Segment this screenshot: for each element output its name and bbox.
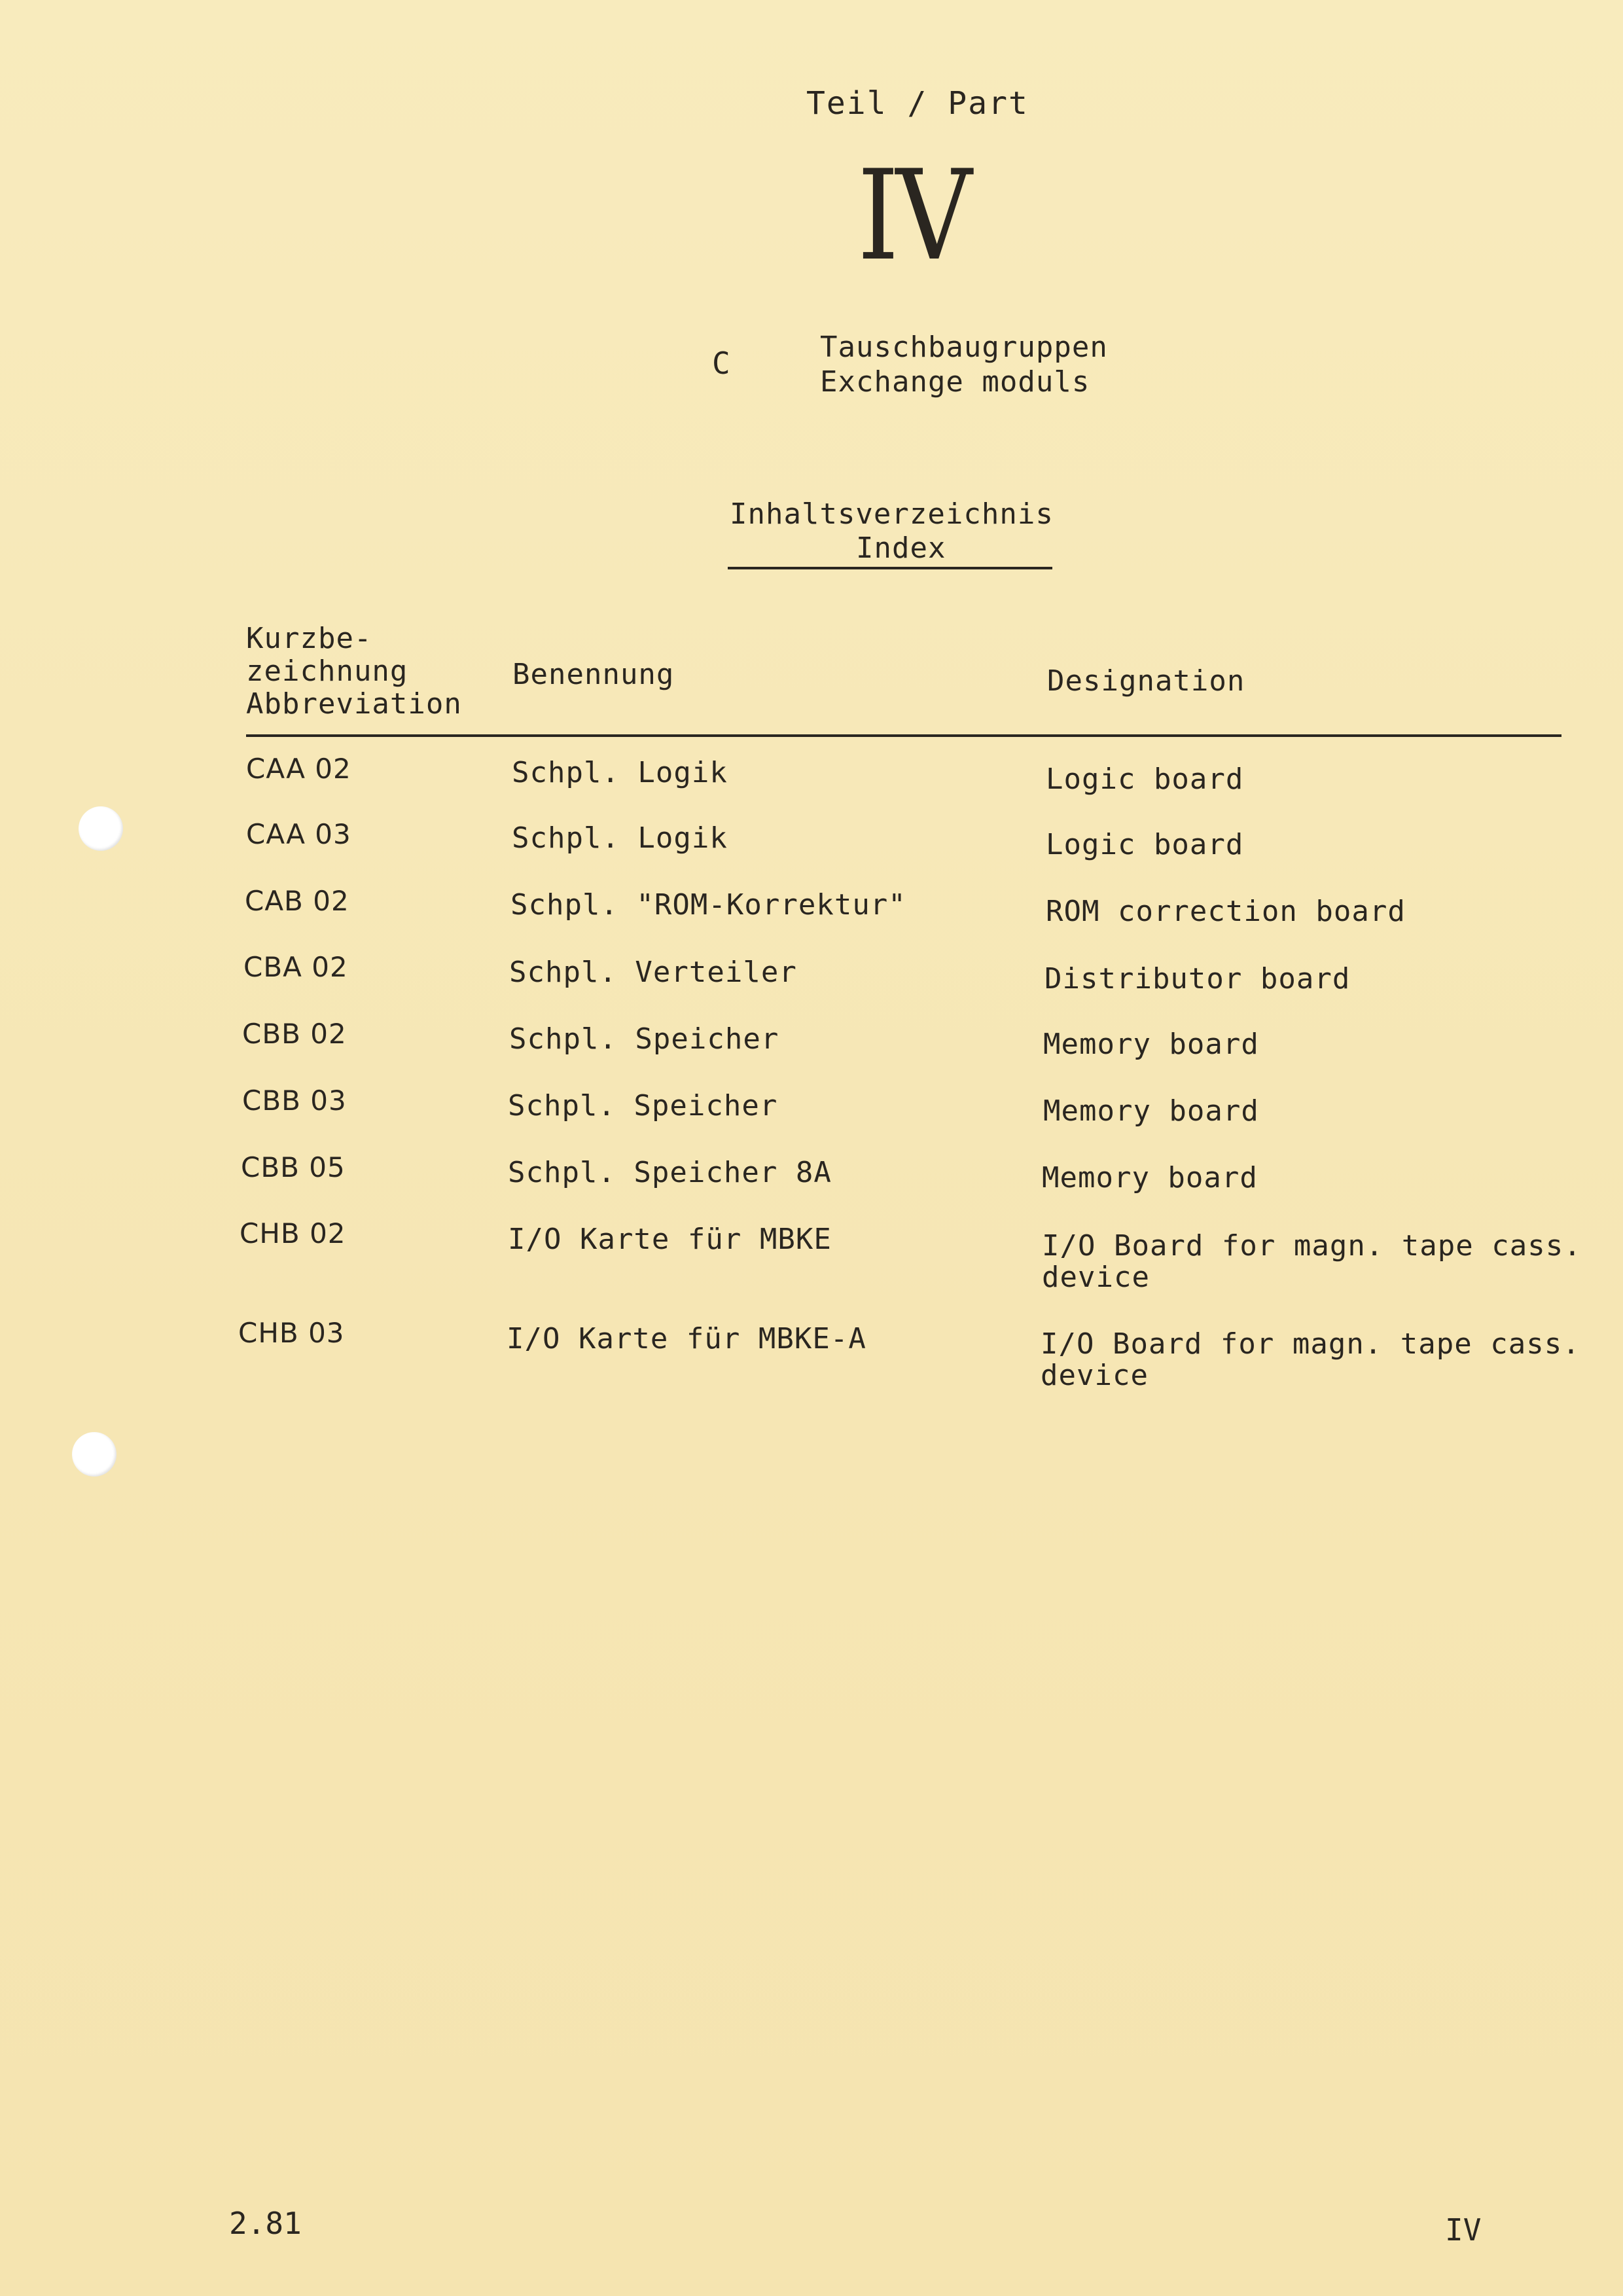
table-row-benennung: I/O Karte für MBKE <box>508 1223 832 1256</box>
table-row-abbr: CHB 02 <box>240 1217 346 1249</box>
table-row-benennung: Schpl. "ROM-Korrektur" <box>510 888 906 922</box>
table-row-designation: Memory board <box>1042 1161 1258 1194</box>
table-row-abbr: CAA 02 <box>246 753 351 785</box>
table-row-benennung: I/O Karte für MBKE-A <box>507 1322 866 1355</box>
column-header-benennung: Benennung <box>512 658 675 691</box>
table-row-abbr: CBA 02 <box>243 951 348 983</box>
column-header-abbreviation-line1: Kurzbe- <box>246 622 372 655</box>
table-row-abbr: CBB 05 <box>241 1151 346 1183</box>
table-row-benennung: Schpl. Speicher <box>509 1022 779 1056</box>
column-header-abbreviation-line3: Abbreviation <box>246 687 462 721</box>
section-title-de: Tauschbaugruppen <box>820 331 1108 364</box>
table-row-benennung: Schpl. Verteiler <box>509 956 797 989</box>
table-row-abbr: CAB 02 <box>245 885 349 917</box>
index-title-en: Index <box>856 531 946 565</box>
table-row-designation: Memory board <box>1043 1094 1259 1128</box>
table-row-designation: I/O Board for magn. tape cass. <box>1042 1229 1582 1263</box>
table-row-designation-cont: device <box>1042 1261 1150 1294</box>
index-title-de: Inhaltsverzeichnis <box>730 497 1054 531</box>
table-row-designation: Distributor board <box>1044 962 1351 996</box>
table-row-benennung: Schpl. Speicher 8A <box>508 1156 832 1189</box>
part-label: Teil / Part <box>806 85 1029 122</box>
table-row-designation: Logic board <box>1046 762 1244 796</box>
table-row-abbr: CAA 03 <box>246 818 351 850</box>
table-header-rule <box>246 734 1561 737</box>
table-row-benennung: Schpl. Logik <box>512 756 728 789</box>
column-header-abbreviation-line2: zeichnung <box>246 655 408 688</box>
footer-date: 2.81 <box>229 2206 302 2241</box>
table-row-designation: ROM correction board <box>1046 895 1406 928</box>
punch-hole-lower <box>72 1432 116 1477</box>
table-row-abbr: CHB 03 <box>238 1317 345 1349</box>
table-row-abbr: CBB 02 <box>242 1018 347 1050</box>
table-row-benennung: Schpl. Logik <box>512 821 728 855</box>
footer-part-number: IV <box>1445 2212 1482 2248</box>
column-header-designation: Designation <box>1047 664 1245 698</box>
table-row-designation: Memory board <box>1043 1028 1259 1061</box>
part-number: IV <box>857 143 969 288</box>
table-row-designation: Logic board <box>1046 828 1244 861</box>
section-title-en: Exchange moduls <box>820 365 1090 399</box>
table-row-abbr: CBB 03 <box>242 1085 347 1117</box>
punch-hole-upper <box>79 806 123 851</box>
section-letter: C <box>712 346 730 381</box>
table-row-designation-cont: device <box>1041 1359 1149 1392</box>
table-row-designation: I/O Board for magn. tape cass. <box>1041 1327 1580 1361</box>
table-row-benennung: Schpl. Speicher <box>508 1089 778 1122</box>
index-underline <box>728 567 1052 569</box>
